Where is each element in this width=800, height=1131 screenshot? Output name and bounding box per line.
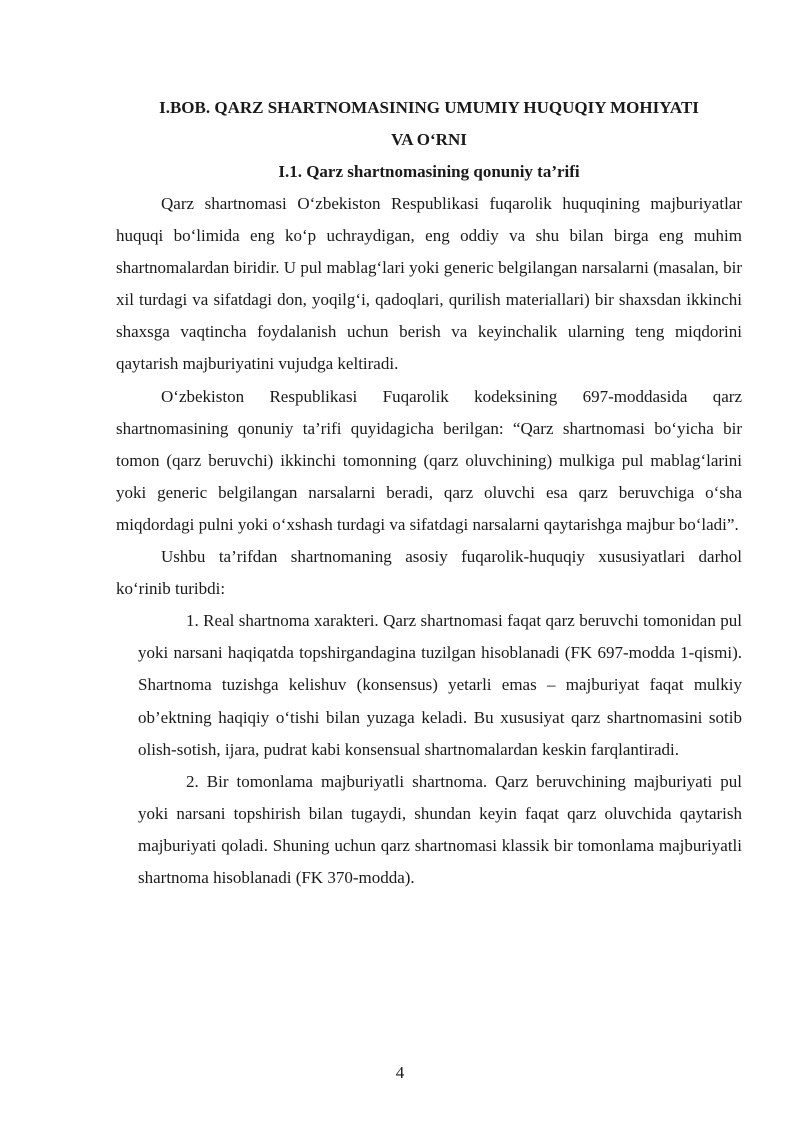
paragraph: Qarz shartnomasi O‘zbekiston Respublikasi fuqarolik huquqining majburiyatlar huquqi bo‘limida eng ko‘p uchraydigan, eng oddiy va shu bilan birga eng muhim shartnomalardan biridir. U pul mablag‘lari yoki generic belgilangan narsalarni (masalan, bir xil turdagi va sifatdagi don, yoqilg‘i, qadoqlari, qurilish materiallari) bir shaxsdan ikkinchi shaxsga vaqtincha foydalanish uchun berish va keyinchalik ularning teng miqdorini qaytarish majburiyatini vujudga keltiradi. [116, 194, 742, 374]
list-item: 1. Real shartnoma xarakteri. Qarz shartnomasi faqat qarz beruvchi tomonidan pul yoki narsani haqiqatda topshirgandagina tuzilgan hisoblanadi (FK 697-modda 1-qismi). Shartnoma tuzishga kelishuv (konsensus) yetarli emas – majburiyat faqat mulkiy ob’ektning haqiqiy o‘tishi bilan yuzaga keladi. Bu xususiyat qarz shartnomasini sotib olish-sotish, ijara, pudrat kabi konsensual shartnomalardan keskin farqlantiradi. [138, 611, 742, 759]
chapter-title-line-2: VA O‘RNI [391, 130, 467, 149]
chapter-title-line-1: I.BOB. QARZ SHARTNOMASINING UMUMIY HUQUQIY MOHIYATI [159, 98, 699, 117]
page-content [116, 92, 742, 894]
section-title: I.1. Qarz shartnomasining qonuniy ta’rifi [278, 162, 580, 181]
paragraph: Ushbu ta’rifdan shartnomaning asosiy fuqarolik-huquqiy xususiyatlari darhol ko‘rinib turibdi: [116, 547, 742, 599]
list-item: 2. Bir tomonlama majburiyatli shartnoma. Qarz beruvchining majburiyati pul yoki narsani topshirish bilan tugaydi, shundan keyin faqat qarz oluvchida qaytarish majburiyati qoladi. Shuning uchun qarz shartnomasi klassik bir tomonlama majburiyatli shartnoma hisoblanadi (FK 370-modda). [138, 771, 742, 887]
paragraph: O‘zbekiston Respublikasi Fuqarolik kodeksining 697-moddasida qarz shartnomasining qonuniy ta’rifi quyidagicha berilgan: “Qarz shartnomasi bo‘yicha bir tomon (qarz beruvchi) ikkinchi tomonning (qarz oluvchining) mulkiga pul mablag‘larini yoki generic belgilangan narsalarni beradi, qarz oluvchi esa qarz beruvchiga o‘sha miqdordagi pulni yoki o‘xshash turdagi va sifatdagi narsalarni qaytarishga majbur bo‘ladi”. [116, 386, 742, 534]
page-number: 4 [395, 1063, 405, 1082]
